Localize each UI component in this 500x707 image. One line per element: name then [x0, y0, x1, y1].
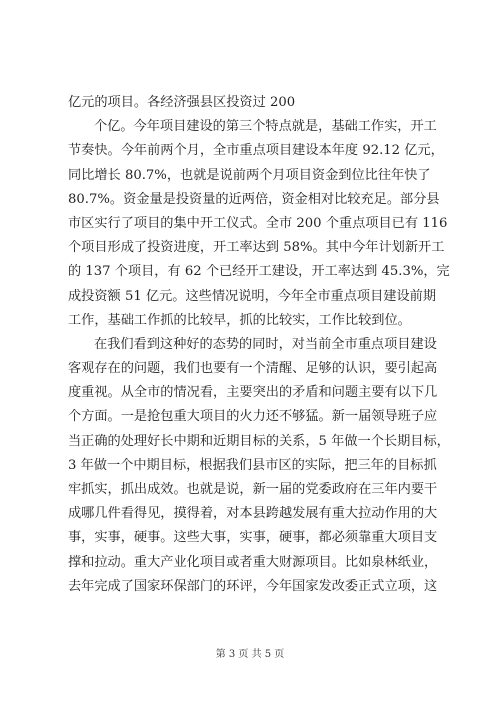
text-line: 的 137 个项目，有 62 个已经开工建设，开工率达到 45.3%，完 [68, 264, 450, 280]
text-line: 个亿。今年项目建设的第三个特点就是，基础工作实，开工 [94, 119, 437, 135]
text-line: 当正确的处理好长中期和近期目标的关系，5 年做一个长期目标， [68, 433, 450, 449]
text-line: 市区实行了项目的集中开工仪式。全市 200 个重点项目已有 116 [68, 215, 448, 231]
text-line: 亿元的项目。各经济强县区投资过 200 [68, 95, 296, 110]
text-line: 在我们看到这种好的态势的同时，对当前全市重点项目建设 [94, 336, 437, 352]
text-line: 个项目形成了投资进度，开工率达到 58%。其中今年计划新开工 [68, 240, 445, 256]
text-line: 节奏快。今年前两个月，全市重点项目建设本年度 92.12 亿元， [68, 143, 444, 159]
text-line: 工作，基础工作抓的比较早，抓的比较实，工作比较到位。 [68, 312, 411, 328]
text-line: 度重视。从全市的情况看，主要突出的矛盾和问题主要有以下几 [68, 385, 438, 401]
text-line: 去年完成了国家环保部门的环评，今年国家发改委正式立项，这 [68, 578, 438, 594]
text-line: 撑和拉动。重大产业化项目或者重大财源项目。比如泉林纸业， [68, 554, 438, 570]
text-line: 80.7%。资金量是投资量的近两倍，资金相对比较充足。部分县 [68, 191, 440, 207]
text-line: 同比增长 80.7%，也就是说前两个月项目资金到位比往年快了 [68, 167, 431, 183]
text-line: 个方面。一是抢包重大项目的火力还不够猛。新一届领导班子应 [68, 409, 438, 425]
text-line: 成投资额 51 亿元。这些情况说明，今年全市重点项目建设前期 [68, 288, 437, 304]
text-line: 客观存在的问题，我们也要有一个清醒、足够的认识，要引起高 [68, 361, 438, 377]
text-line: 3 年做一个中期目标，根据我们县市区的实际，把三年的目标抓 [68, 457, 437, 473]
text-line: 牢抓实，抓出成效。也就是说，新一届的党委政府在三年内要干 [68, 482, 438, 497]
text-line: 成哪几件看得见，摸得着，对本县跨越发展有重大拉动作用的大 [68, 506, 438, 522]
page-footer: 第 3 页 共 5 页 [215, 649, 285, 660]
body-text [68, 91, 450, 599]
text-line: 事，实事，硬事。这些大事，实事，硬事，都必须靠重大项目支 [68, 530, 438, 546]
